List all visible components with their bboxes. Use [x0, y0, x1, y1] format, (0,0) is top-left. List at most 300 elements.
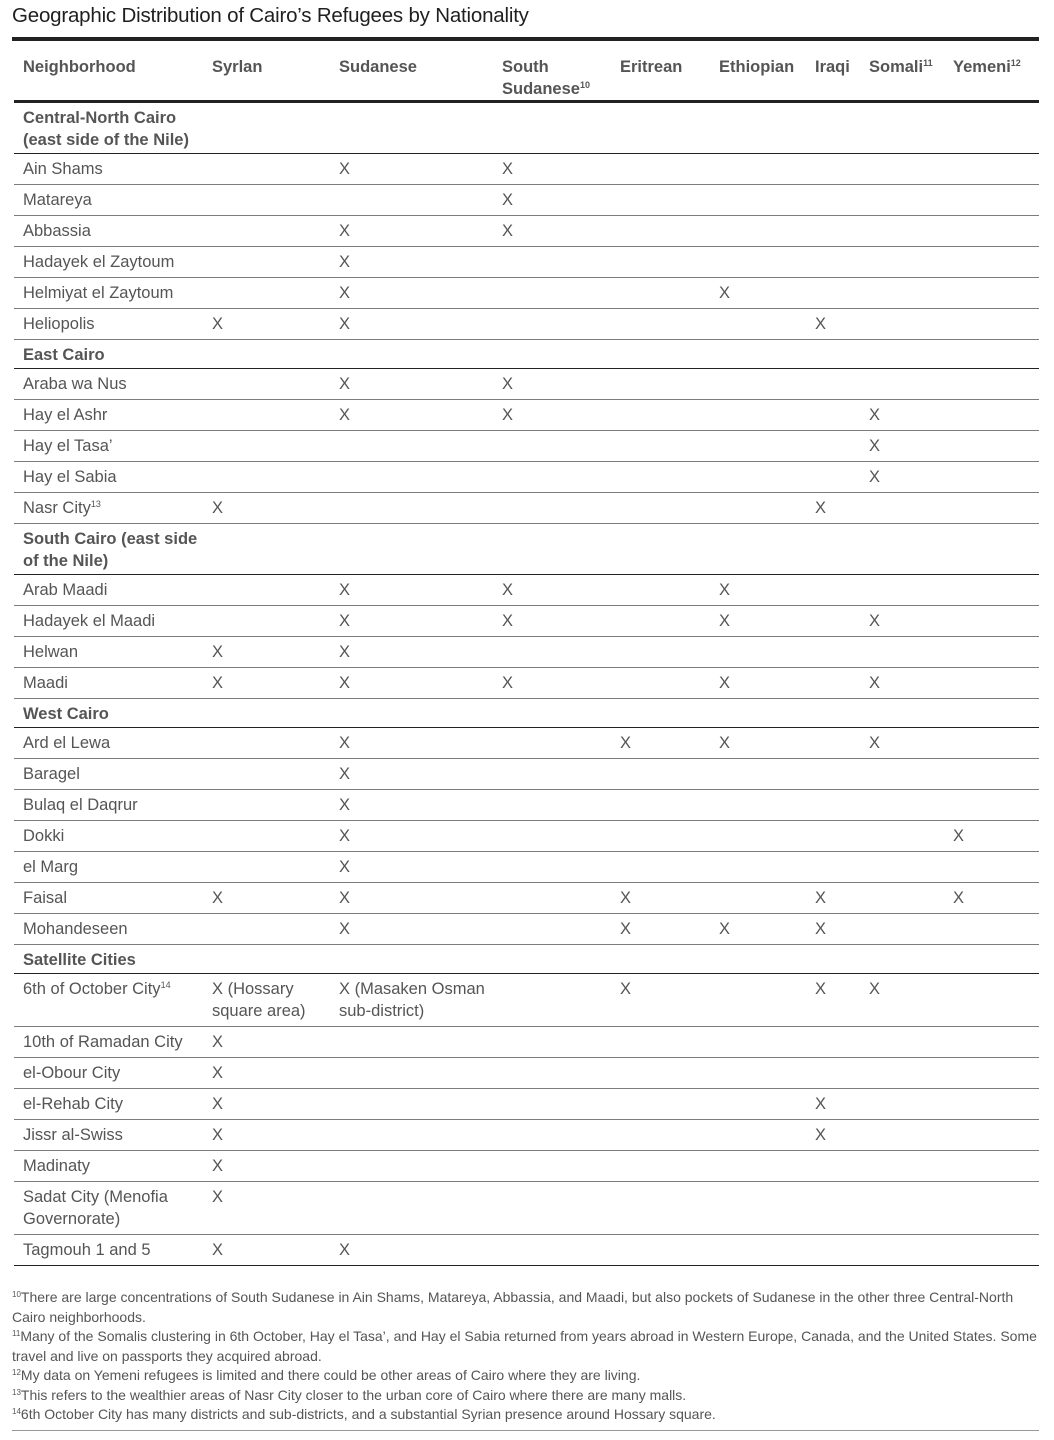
table-row: [14, 728, 1039, 759]
presence-cell: [860, 278, 944, 309]
presence-cell: X: [330, 668, 493, 699]
presence-cell: [806, 278, 860, 309]
presence-cell: X: [860, 728, 944, 759]
presence-cell: [203, 431, 330, 462]
presence-cell: [860, 1235, 944, 1266]
presence-cell: [710, 1089, 806, 1120]
presence-cell: X: [944, 883, 1039, 914]
table-row: [14, 278, 1039, 309]
neighborhood-cell: Ard el Lewa: [14, 728, 203, 759]
presence-cell: X: [493, 575, 611, 606]
presence-cell: [860, 575, 944, 606]
presence-cell: [806, 852, 860, 883]
presence-cell: [944, 216, 1039, 247]
presence-cell: [806, 759, 860, 790]
table-row: [14, 759, 1039, 790]
table-row: [14, 154, 1039, 185]
presence-cell: [611, 606, 710, 637]
presence-cell: [944, 790, 1039, 821]
presence-cell: X: [611, 728, 710, 759]
presence-cell: [611, 216, 710, 247]
footnote: $^{12}$My data on Yemeni refugees is limited and there could be other areas of Cairo where they are living.: [12, 1367, 641, 1383]
presence-cell: [611, 309, 710, 340]
presence-cell: [611, 821, 710, 852]
column-header-somali: Somali$^{11}$: [860, 45, 944, 102]
presence-cell: [611, 790, 710, 821]
presence-cell: [330, 1182, 493, 1235]
presence-cell: [944, 728, 1039, 759]
neighborhood-cell: Sadat City (Menofia Governorate): [14, 1182, 203, 1235]
presence-cell: X: [203, 1235, 330, 1266]
presence-cell: [493, 821, 611, 852]
presence-cell: [860, 1058, 944, 1089]
table-row: [14, 1182, 1039, 1235]
presence-cell: X: [493, 369, 611, 400]
page-title: Geographic Distribution of Cairo’s Refugees by Nationality: [12, 4, 529, 27]
presence-cell: X: [203, 883, 330, 914]
presence-cell: [860, 493, 944, 524]
presence-cell: X: [493, 668, 611, 699]
presence-cell: X: [203, 1151, 330, 1182]
presence-cell: [944, 914, 1039, 945]
table-row: [14, 914, 1039, 945]
presence-cell: [806, 728, 860, 759]
column-header-neighborhood: Neighborhood: [14, 45, 203, 102]
presence-cell: [493, 247, 611, 278]
presence-cell: X: [330, 883, 493, 914]
presence-cell: X: [330, 575, 493, 606]
presence-cell: [330, 493, 493, 524]
presence-cell: X: [611, 974, 710, 1027]
presence-cell: [806, 216, 860, 247]
presence-cell: [493, 309, 611, 340]
presence-cell: X: [493, 154, 611, 185]
presence-cell: [806, 185, 860, 216]
presence-cell: [860, 759, 944, 790]
presence-cell: [203, 821, 330, 852]
presence-cell: X: [806, 914, 860, 945]
section-row: [14, 945, 1039, 974]
presence-cell: [493, 790, 611, 821]
presence-cell: [710, 637, 806, 668]
presence-cell: [611, 154, 710, 185]
table-row: [14, 668, 1039, 699]
presence-cell: [493, 1058, 611, 1089]
presence-cell: [611, 278, 710, 309]
presence-cell: [944, 1058, 1039, 1089]
presence-cell: [806, 154, 860, 185]
presence-cell: [944, 974, 1039, 1027]
presence-cell: [330, 1027, 493, 1058]
column-header-sudanese: Sudanese: [330, 45, 493, 102]
presence-cell: [493, 852, 611, 883]
presence-cell: [944, 1235, 1039, 1266]
presence-cell: X: [860, 400, 944, 431]
table-row: [14, 400, 1039, 431]
presence-cell: [860, 369, 944, 400]
presence-cell: X: [203, 1058, 330, 1089]
table-row: [14, 883, 1039, 914]
column-header-eritrean: Eritrean: [611, 45, 710, 102]
presence-cell: X: [330, 606, 493, 637]
neighborhood-cell: Abbassia: [14, 216, 203, 247]
presence-cell: [611, 1027, 710, 1058]
presence-cell: [611, 668, 710, 699]
neighborhood-cell: 6th of October City$^{14}$: [14, 974, 203, 1027]
neighborhood-cell: Madinaty: [14, 1151, 203, 1182]
presence-cell: [710, 1235, 806, 1266]
presence-cell: [944, 668, 1039, 699]
presence-cell: [203, 369, 330, 400]
presence-cell: [806, 400, 860, 431]
presence-cell: [493, 1089, 611, 1120]
presence-cell: [203, 790, 330, 821]
presence-cell: [611, 247, 710, 278]
presence-cell: X: [860, 668, 944, 699]
presence-cell: [944, 759, 1039, 790]
presence-cell: [710, 462, 806, 493]
presence-cell: [611, 637, 710, 668]
table-row: [14, 821, 1039, 852]
presence-cell: [944, 575, 1039, 606]
neighborhood-cell: Nasr City$^{13}$: [14, 493, 203, 524]
presence-cell: [860, 1027, 944, 1058]
table-row: [14, 1120, 1039, 1151]
presence-cell: [710, 1058, 806, 1089]
presence-cell: [493, 278, 611, 309]
presence-cell: [611, 493, 710, 524]
presence-cell: [806, 1058, 860, 1089]
presence-cell: [710, 790, 806, 821]
table-row: [14, 493, 1039, 524]
presence-cell: [860, 790, 944, 821]
presence-cell: [710, 821, 806, 852]
presence-cell: [944, 1089, 1039, 1120]
presence-cell: [203, 852, 330, 883]
table-row: [14, 247, 1039, 278]
presence-cell: X: [203, 493, 330, 524]
section-heading: South Cairo (east side of the Nile): [14, 524, 1039, 575]
presence-cell: X: [806, 493, 860, 524]
presence-cell: [611, 1120, 710, 1151]
section-heading: West Cairo: [14, 699, 1039, 728]
presence-cell: [860, 154, 944, 185]
neighborhood-cell: Dokki: [14, 821, 203, 852]
presence-cell: [611, 575, 710, 606]
presence-cell: X: [611, 883, 710, 914]
presence-cell: X: [944, 821, 1039, 852]
presence-cell: X: [203, 668, 330, 699]
presence-cell: [710, 883, 806, 914]
presence-cell: [611, 852, 710, 883]
presence-cell: X: [330, 247, 493, 278]
presence-cell: [493, 1027, 611, 1058]
presence-cell: X: [860, 462, 944, 493]
presence-cell: X: [330, 790, 493, 821]
presence-cell: X: [330, 759, 493, 790]
presence-cell: [860, 1182, 944, 1235]
neighborhood-cell: Faisal: [14, 883, 203, 914]
neighborhood-cell: Maadi: [14, 668, 203, 699]
presence-cell: [944, 606, 1039, 637]
presence-cell: [944, 1182, 1039, 1235]
presence-cell: X: [330, 852, 493, 883]
presence-cell: X: [330, 369, 493, 400]
presence-cell: [710, 154, 806, 185]
table-row: [14, 185, 1039, 216]
neighborhood-cell: Bulaq el Daqrur: [14, 790, 203, 821]
presence-cell: [944, 400, 1039, 431]
presence-cell: [860, 1151, 944, 1182]
presence-cell: X: [860, 606, 944, 637]
presence-cell: [203, 185, 330, 216]
presence-cell: [493, 493, 611, 524]
presence-cell: [944, 637, 1039, 668]
presence-cell: X: [710, 728, 806, 759]
presence-cell: [710, 852, 806, 883]
presence-cell: [203, 914, 330, 945]
footnote-rule: [12, 1430, 1039, 1431]
presence-cell: [330, 462, 493, 493]
presence-cell: [710, 1027, 806, 1058]
presence-cell: [806, 247, 860, 278]
presence-cell: [710, 1151, 806, 1182]
footnote: $^{14}$6th October City has many districts and sub-districts, and a substantial Syrian presence around Hossary square.: [12, 1406, 716, 1422]
presence-cell: X: [493, 216, 611, 247]
presence-cell: X: [806, 309, 860, 340]
presence-cell: [203, 462, 330, 493]
presence-cell: X: [203, 1120, 330, 1151]
presence-cell: [806, 1027, 860, 1058]
presence-cell: [944, 278, 1039, 309]
refugee-distribution-table: [14, 45, 1039, 1266]
presence-cell: [493, 883, 611, 914]
presence-cell: X: [330, 278, 493, 309]
table-row: [14, 1089, 1039, 1120]
neighborhood-cell: Arab Maadi: [14, 575, 203, 606]
presence-cell: [860, 883, 944, 914]
presence-cell: X: [493, 606, 611, 637]
presence-cell: [806, 1151, 860, 1182]
presence-cell: X: [860, 431, 944, 462]
neighborhood-cell: Hadayek el Maadi: [14, 606, 203, 637]
presence-cell: [330, 431, 493, 462]
presence-cell: [710, 247, 806, 278]
presence-cell: [944, 1027, 1039, 1058]
table-row: [14, 216, 1039, 247]
presence-cell: [806, 637, 860, 668]
presence-cell: [944, 185, 1039, 216]
presence-cell: X: [493, 400, 611, 431]
table-body: [14, 102, 1039, 1266]
table-row: [14, 852, 1039, 883]
table-row: [14, 974, 1039, 1027]
presence-cell: [944, 431, 1039, 462]
presence-cell: [806, 575, 860, 606]
presence-cell: [203, 400, 330, 431]
presence-cell: [493, 431, 611, 462]
presence-cell: X: [330, 728, 493, 759]
presence-cell: [203, 575, 330, 606]
presence-cell: [203, 154, 330, 185]
neighborhood-cell: Baragel: [14, 759, 203, 790]
column-header-syrlan: Syrlan: [203, 45, 330, 102]
table-row: [14, 431, 1039, 462]
header-row: [14, 45, 1039, 102]
presence-cell: [944, 154, 1039, 185]
table-row: [14, 790, 1039, 821]
presence-cell: X: [203, 637, 330, 668]
presence-cell: [203, 606, 330, 637]
neighborhood-cell: Ain Shams: [14, 154, 203, 185]
presence-cell: X: [806, 883, 860, 914]
presence-cell: [710, 309, 806, 340]
presence-cell: [611, 1058, 710, 1089]
section-heading: East Cairo: [14, 340, 1039, 369]
neighborhood-cell: Helmiyat el Zaytoum: [14, 278, 203, 309]
presence-cell: [493, 914, 611, 945]
neighborhood-cell: el-Obour City: [14, 1058, 203, 1089]
table-row: [14, 637, 1039, 668]
neighborhood-cell: Helwan: [14, 637, 203, 668]
presence-cell: [860, 185, 944, 216]
presence-cell: [944, 247, 1039, 278]
footnote: $^{13}$This refers to the wealthier areas of Nasr City closer to the urban core of Cairo where there are many malls.: [12, 1386, 687, 1403]
neighborhood-cell: Matareya: [14, 185, 203, 216]
presence-cell: [944, 309, 1039, 340]
presence-cell: [710, 216, 806, 247]
presence-cell: [493, 759, 611, 790]
table-row: [14, 1235, 1039, 1266]
presence-cell: [203, 278, 330, 309]
column-header-iraqi: Iraqi: [806, 45, 860, 102]
section-row: [14, 102, 1039, 154]
presence-cell: X: [493, 185, 611, 216]
presence-cell: [710, 1182, 806, 1235]
presence-cell: X: [611, 914, 710, 945]
neighborhood-cell: Hay el Ashr: [14, 400, 203, 431]
presence-cell: [710, 185, 806, 216]
presence-cell: [330, 1058, 493, 1089]
footnotes: [12, 1288, 1039, 1425]
presence-cell: [860, 914, 944, 945]
presence-cell: [493, 728, 611, 759]
footnote: $^{11}$Many of the Somalis clustering in 6th October, Hay el Tasa’, and Hay el Sabia returned from years abroad in Western Europe, Canada, and the United States. Some travel and live on passports they acquired abroad.: [12, 1328, 1037, 1364]
presence-cell: [806, 1182, 860, 1235]
presence-cell: [860, 247, 944, 278]
presence-cell: X: [710, 575, 806, 606]
section-row: [14, 699, 1039, 728]
column-header-south-sudanese: South Sudanese$^{10}$: [493, 45, 611, 102]
neighborhood-cell: el Marg: [14, 852, 203, 883]
presence-cell: [944, 852, 1039, 883]
presence-cell: [710, 431, 806, 462]
presence-cell: [710, 974, 806, 1027]
neighborhood-cell: Hay el Tasa’: [14, 431, 203, 462]
presence-cell: X (Hossary square area): [203, 974, 330, 1027]
table-row: [14, 1027, 1039, 1058]
presence-cell: [493, 974, 611, 1027]
presence-cell: [860, 1120, 944, 1151]
column-header-yemeni: Yemeni$^{12}$: [944, 45, 1039, 102]
presence-cell: [203, 759, 330, 790]
presence-cell: [611, 431, 710, 462]
presence-cell: X: [330, 309, 493, 340]
column-header-ethiopian: Ethiopian: [710, 45, 806, 102]
presence-cell: X: [710, 914, 806, 945]
neighborhood-cell: 10th of Ramadan City: [14, 1027, 203, 1058]
table-row: [14, 1058, 1039, 1089]
neighborhood-cell: Tagmouh 1 and 5: [14, 1235, 203, 1266]
presence-cell: [944, 369, 1039, 400]
presence-cell: X: [330, 216, 493, 247]
presence-cell: [203, 728, 330, 759]
presence-cell: [611, 1151, 710, 1182]
presence-cell: [611, 462, 710, 493]
presence-cell: [611, 185, 710, 216]
presence-cell: [330, 1120, 493, 1151]
section-heading: Satellite Cities: [14, 945, 1039, 974]
presence-cell: X (Masaken Osman sub-district): [330, 974, 493, 1027]
presence-cell: [493, 1151, 611, 1182]
neighborhood-cell: Hay el Sabia: [14, 462, 203, 493]
presence-cell: [710, 1120, 806, 1151]
presence-cell: [611, 1235, 710, 1266]
presence-cell: [493, 1235, 611, 1266]
table-row: [14, 1151, 1039, 1182]
presence-cell: [860, 852, 944, 883]
presence-cell: X: [806, 1120, 860, 1151]
presence-cell: [493, 1120, 611, 1151]
presence-cell: [611, 759, 710, 790]
neighborhood-cell: el-Rehab City: [14, 1089, 203, 1120]
title-rule: [12, 37, 1039, 41]
presence-cell: X: [710, 668, 806, 699]
presence-cell: [944, 1120, 1039, 1151]
presence-cell: [806, 668, 860, 699]
presence-cell: [710, 759, 806, 790]
presence-cell: [860, 309, 944, 340]
presence-cell: X: [330, 1235, 493, 1266]
neighborhood-cell: Jissr al-Swiss: [14, 1120, 203, 1151]
presence-cell: X: [203, 1089, 330, 1120]
presence-cell: X: [330, 400, 493, 431]
presence-cell: [806, 1235, 860, 1266]
presence-cell: [860, 637, 944, 668]
presence-cell: [710, 493, 806, 524]
section-row: [14, 524, 1039, 575]
presence-cell: [203, 216, 330, 247]
section-row: [14, 340, 1039, 369]
neighborhood-cell: Mohandeseen: [14, 914, 203, 945]
presence-cell: X: [710, 606, 806, 637]
presence-cell: [611, 1089, 710, 1120]
presence-cell: [860, 1089, 944, 1120]
presence-cell: [806, 606, 860, 637]
presence-cell: [611, 1182, 710, 1235]
presence-cell: [806, 369, 860, 400]
presence-cell: [330, 185, 493, 216]
presence-cell: [203, 247, 330, 278]
presence-cell: [806, 431, 860, 462]
presence-cell: [710, 369, 806, 400]
table-row: [14, 309, 1039, 340]
neighborhood-cell: Hadayek el Zaytoum: [14, 247, 203, 278]
table-row: [14, 575, 1039, 606]
presence-cell: X: [806, 974, 860, 1027]
neighborhood-cell: Araba wa Nus: [14, 369, 203, 400]
presence-cell: [493, 637, 611, 668]
